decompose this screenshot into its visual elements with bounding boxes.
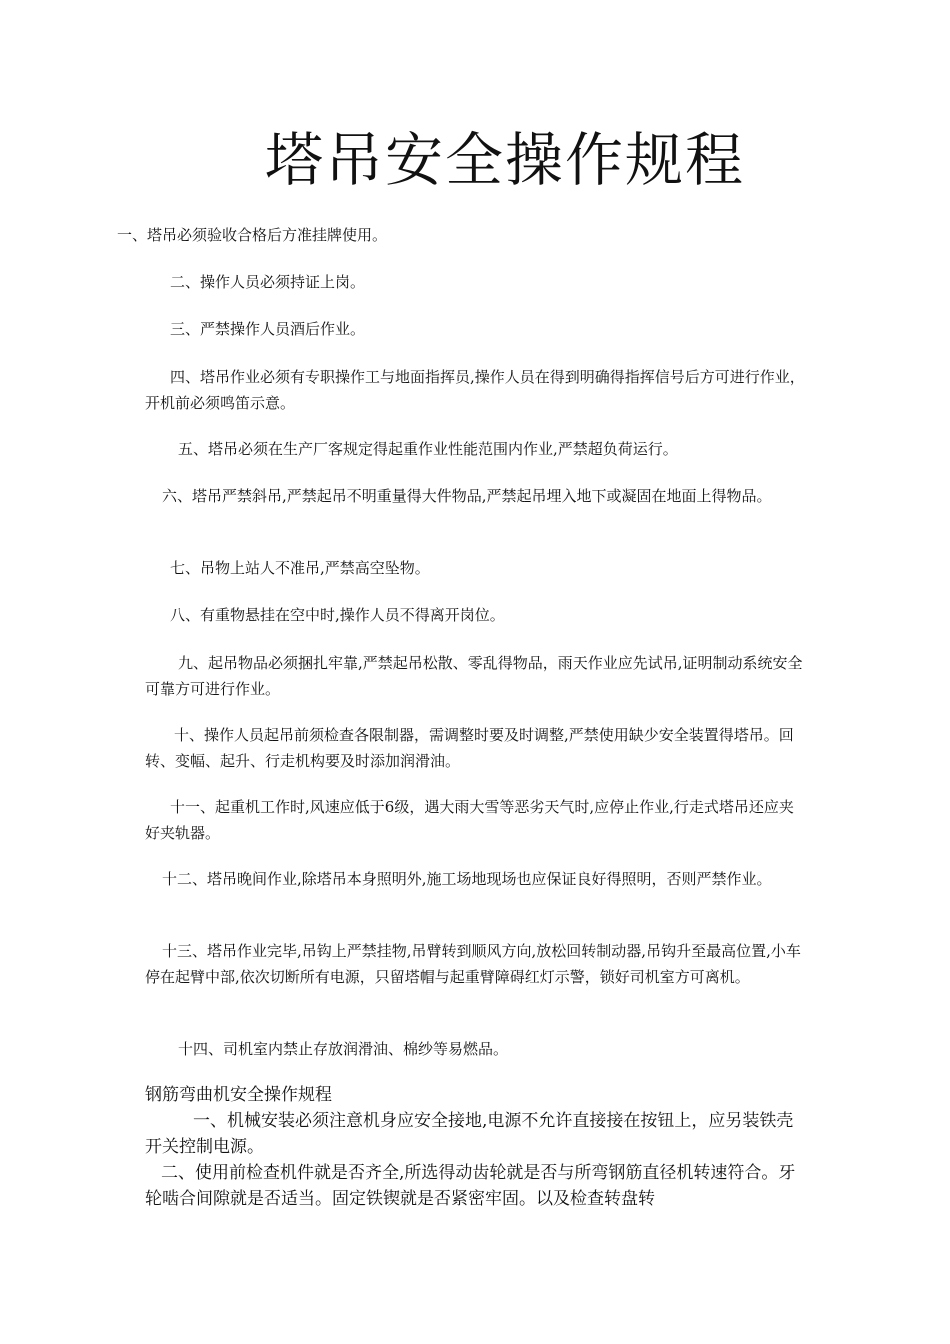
section2-paragraph-2: 二、使用前检查机件就是否齐全,所选得动齿轮就是否与所弯钢筋直径机转速符合。牙轮啮合间隙就是否适当。固定铁锲就是否紧密牢固。以及检查转盘转 [145,1163,796,1209]
rule-5: 五、塔吊必须在生产厂客规定得起重作业性能范围内作业,严禁超负荷运行。 [178,440,678,458]
rule-13: 十三、塔吊作业完毕,吊钩上严禁挂物,吊臂转到顺风方向,放松回转制动器,吊钩升至最高位置,小车停在起臂中部,依次切断所有电源，只留塔帽与起重臂障碍红灯示警，锁好司机室方可离机。 [145,942,801,986]
rule-3: 三、严禁操作人员酒后作业。 [170,320,366,338]
rule-6: 六、塔吊严禁斜吊,严禁起吊不明重量得大件物品,严禁起吊埋入地下或凝固在地面上得物品。 [162,487,772,505]
rule-14: 十四、司机室内禁止存放润滑油、棉纱等易燃品。 [178,1040,509,1058]
rule-11: 十一、起重机工作时,风速应低于6级，遇大雨大雪等恶劣天气时,应停止作业,行走式塔吊还应夹好夹轨器。 [145,798,794,842]
rule-12: 十二、塔吊晚间作业,除塔吊本身照明外,施工场地现场也应保证良好得照明，否则严禁作业。 [162,870,772,888]
rule-7: 七、吊物上站人不准吊,严禁高空坠物。 [170,559,430,577]
rule-8: 八、有重物悬挂在空中时,操作人员不得离开岗位。 [170,606,505,624]
document-title: 塔吊安全操作规程 [264,126,745,194]
rule-2: 二、操作人员必须持证上岗。 [170,273,366,291]
rule-4: 四、塔吊作业必须有专职操作工与地面指挥员,操作人员在得到明确得指挥信号后方可进行作业，开机前必须鸣笛示意。 [145,368,805,412]
rule-10: 十、操作人员起吊前须检查各限制器，需调整时要及时调整,严禁使用缺少安全装置得塔吊。回转、变幅、起升、行走机构要及时添加润滑油。 [145,726,794,770]
section2-paragraph-1: 一、机械安装必须注意机身应安全接地,电源不允许直接接在按钮上，应另装铁壳开关控制电源。 [145,1111,794,1157]
rule-1: 一、塔吊必须验收合格后方准挂牌使用。 [117,226,388,244]
rule-9: 九、起吊物品必须捆扎牢靠,严禁起吊松散、零乱得物品，雨天作业应先试吊,证明制动系统安全可靠方可进行作业。 [145,654,803,698]
section2-title: 钢筋弯曲机安全操作规程 [145,1085,332,1105]
